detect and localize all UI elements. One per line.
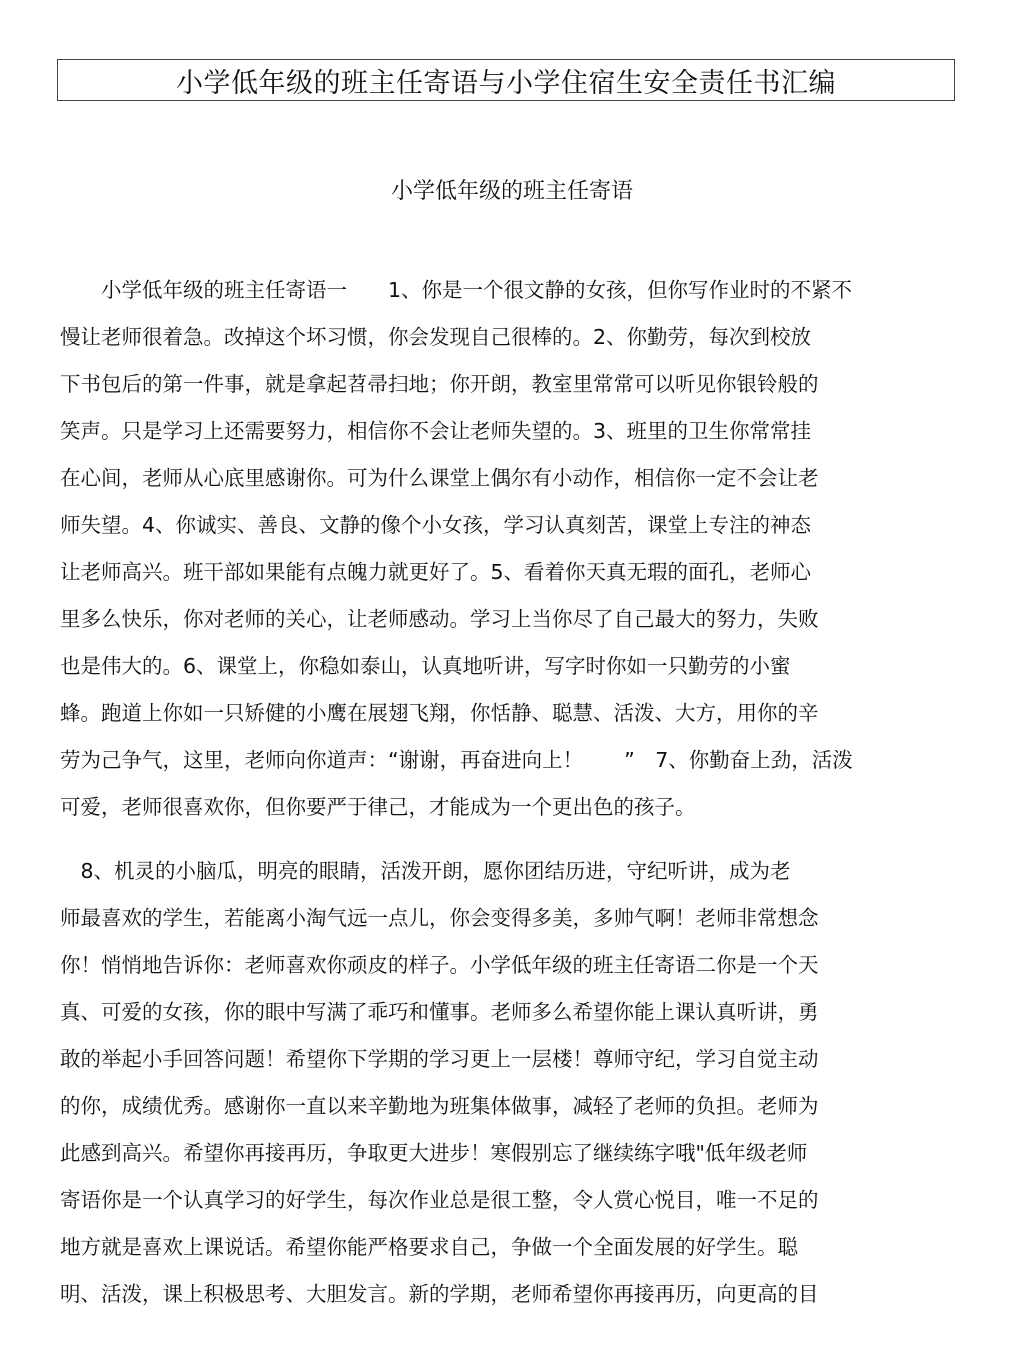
text-line: 小学低年级的班主任寄语一 1、你是一个很文静的女孩，但你写作业时的不紧不	[60, 278, 853, 302]
text-line: 师失望。4、你诚实、善良、文静的像个小女孩，学习认真刻苦，课堂上专注的神态	[60, 513, 812, 537]
text-line: 的你，成绩优秀。感谢你一直以来辛勤地为班集体做事，减轻了老师的负担。老师为	[60, 1094, 819, 1118]
text-line: 慢让老师很着急。改掉这个坏习惯，你会发现自己很棒的。2、你勤劳，每次到校放	[60, 325, 812, 349]
text-line: 明、活泼，课上积极思考、大胆发言。新的学期，老师希望你再接再历，向更高的目	[60, 1282, 819, 1306]
text-line: 8、机灵的小脑瓜，明亮的眼睛，活泼开朗，愿你团结历进，守纪听讲，成为老	[60, 859, 791, 883]
text-line: 真、可爱的女孩，你的眼中写满了乖巧和懂事。老师多么希望你能上课认真听讲，勇	[60, 1000, 819, 1024]
text-line: 在心间，老师从心底里感谢你。可为什么课堂上偶尔有小动作，相信你一定不会让老	[60, 466, 819, 490]
text-line: 敢的举起小手回答问题！希望你下学期的学习更上一层楼！尊师守纪，学习自觉主动	[60, 1047, 819, 1071]
text-line: 劳为己争气，这里，老师向你道声：“谢谢，再奋进向上！ ” 7、你勤奋上劲，活泼	[60, 748, 853, 772]
section-heading: 小学低年级的班主任寄语	[390, 179, 633, 204]
text-line: 师最喜欢的学生，若能离小淘气远一点儿，你会变得多美，多帅气啊！老师非常想念	[60, 906, 819, 930]
text-line: 寄语你是一个认真学习的好学生，每次作业总是很工整，令人赏心悦目，唯一不足的	[60, 1188, 819, 1212]
text-line: 也是伟大的。6、课堂上，你稳如泰山，认真地听讲，写字时你如一只勤劳的小蜜	[60, 654, 791, 678]
text-line: 笑声。只是学习上还需要努力，相信你不会让老师失望的。3、班里的卫生你常常挂	[60, 419, 812, 443]
text-line: 让老师高兴。班干部如果能有点魄力就更好了。5、看着你天真无瑕的面孔，老师心	[60, 560, 812, 584]
document-title: 小学低年级的班主任寄语与小学住宿生安全责任书汇编	[57, 59, 955, 101]
text-line: 此感到高兴。希望你再接再历，争取更大进步！寒假别忘了继续练字哦"低年级老师	[60, 1141, 808, 1165]
text-line: 你！悄悄地告诉你：老师喜欢你顽皮的样子。小学低年级的班主任寄语二你是一个天	[60, 953, 819, 977]
text-line: 地方就是喜欢上课说话。希望你能严格要求自己，争做一个全面发展的好学生。聪	[60, 1235, 798, 1259]
text-line: 蜂。跑道上你如一只矫健的小鹰在展翅飞翔，你恬静、聪慧、活泼、大方，用你的辛	[60, 701, 819, 725]
text-line: 可爱，老师很喜欢你，但你要严于律己，才能成为一个更出色的孩子。	[60, 795, 696, 819]
text-line: 里多么快乐，你对老师的关心，让老师感动。学习上当你尽了自己最大的努力，失败	[60, 607, 819, 631]
text-line: 下书包后的第一件事，就是拿起苕帚扫地；你开朗，教室里常常可以听见你银铃般的	[60, 372, 819, 396]
